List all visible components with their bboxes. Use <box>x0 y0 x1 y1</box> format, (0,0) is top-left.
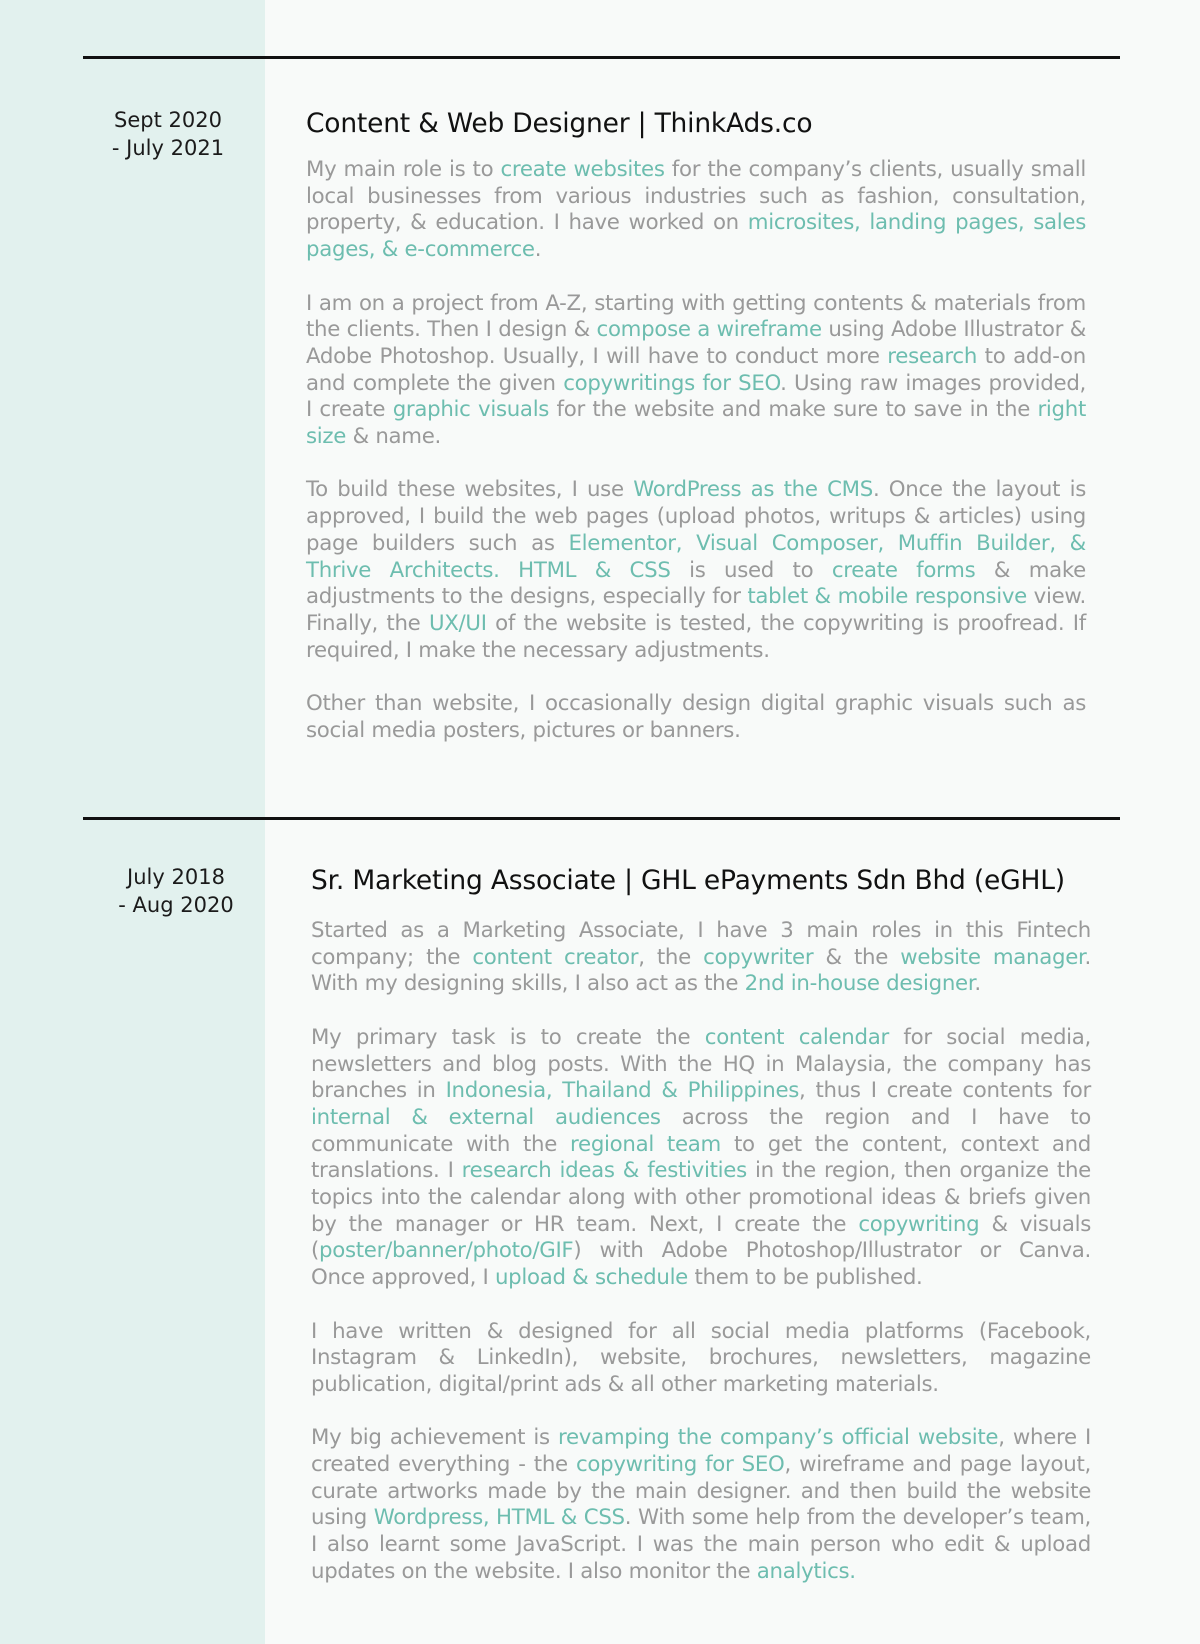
paragraph-text: . <box>974 971 981 997</box>
job-description <box>311 918 1091 1612</box>
paragraph-text: for the website and make sure to save in the <box>549 397 1038 423</box>
description-paragraph <box>311 918 1091 998</box>
paragraph-text: Started as a Marketing Associate, I have 3 main roles in this Fintech company; the <box>311 918 1091 970</box>
paragraph-text: To build these websites, I use <box>306 477 634 503</box>
paragraph-text: for social media, newsletters and blog posts. With the HQ in Malaysia, the company has branches in <box>311 1024 1092 1104</box>
paragraph-text: My primary task is to create the <box>311 1024 705 1050</box>
highlighted-keyword: upload & schedule <box>494 1265 688 1291</box>
highlighted-keyword: create forms <box>831 557 976 583</box>
paragraph-text: for the company’s clients, usually small local businesses from various industries such as fashion, consultation, property, & education. I have worked on <box>306 157 1086 236</box>
paragraph-text: , the <box>638 944 704 970</box>
highlighted-keyword: copywriting <box>858 1211 980 1237</box>
highlighted-keyword: revamping the company’s official website <box>558 1425 999 1451</box>
highlighted-keyword: create websites <box>500 157 665 182</box>
highlighted-keyword: research ideas & festivities <box>461 1158 747 1184</box>
paragraph-text: I am on a project from A-Z, starting with getting contents & materials from the clients. Then I design & <box>306 290 1086 343</box>
highlighted-keyword: copywritings for SEO <box>563 370 781 396</box>
paragraph-text: . Using raw images provided, I create <box>306 370 1087 423</box>
job-date: July 2018 - Aug 2020 <box>118 865 234 917</box>
paragraph-text: . With some help from the developer’s team, I also learnt some JavaScript. I was the main person who edit & upload updates on the website. I also monitor the <box>311 1505 1091 1584</box>
highlighted-keyword: right size <box>306 397 1086 450</box>
paragraph-text: , thus I create contents for <box>799 1078 1091 1104</box>
highlighted-keyword: WordPress as the CMS <box>633 477 873 503</box>
paragraph-text: them to be published. <box>688 1265 923 1291</box>
paragraph-text: across the region and I have to communicate with the <box>311 1104 1091 1157</box>
paragraph-text: is used to <box>670 557 832 583</box>
paragraph-text: to add-on and complete the given <box>306 343 1086 396</box>
description-paragraph <box>306 291 1086 451</box>
section-divider <box>83 817 1120 820</box>
job-date: Sept 2020 - July 2021 <box>111 108 225 160</box>
description-paragraph <box>306 157 1086 264</box>
paragraph-text: I have written & designed for all social media platforms (Facebook, Instagram & LinkedIn), website, brochures, newsletters, magazine publication, digital/print ads & all other marketing materials. <box>311 1318 1091 1397</box>
highlighted-keyword: copywriter <box>703 944 814 970</box>
paragraph-text: . <box>534 237 542 263</box>
description-paragraph <box>306 477 1086 664</box>
paragraph-text: & the <box>813 944 901 970</box>
paragraph-text: Other than website, I occasionally design digital graphic visuals such as social media posters, pictures or banners. <box>306 691 1086 743</box>
job-title: Content & Web Designer | ThinkAds.co <box>306 108 813 139</box>
paragraph-text: My big achievement is <box>311 1425 558 1451</box>
paragraph-text: in the region, then organize the topics into the calendar along with other promotional ideas & briefs given by the manager or HR team. Next, I create the <box>311 1158 1091 1237</box>
highlighted-keyword: 2nd in-house designer <box>744 971 975 997</box>
highlighted-keyword: poster/banner/photo/GIF <box>319 1238 574 1264</box>
paragraph-text: , where I created everything - the <box>311 1425 1091 1478</box>
highlighted-keyword: microsites, landing pages, sales pages, & e-commerce <box>306 210 1087 263</box>
highlighted-keyword: research <box>887 343 978 369</box>
highlighted-keyword: content calendar <box>704 1024 889 1050</box>
highlighted-keyword: copywriting for SEO <box>576 1452 785 1478</box>
job-title: Sr. Marketing Associate | GHL ePayments Sdn Bhd (eGHL) <box>311 865 1065 896</box>
paragraph-text: , wireframe and page layout, curate artworks made by the main designer. and then build the website using <box>311 1452 1091 1531</box>
paragraph-text: view. Finally, the <box>306 584 1087 636</box>
paragraph-text: . Once the layout is approved, I build the web pages (upload photos, writups & articles) using page builders such as <box>306 477 1086 556</box>
highlighted-keyword: compose a wireframe <box>596 317 822 343</box>
highlighted-keyword: Wordpress, HTML & CSS <box>373 1505 625 1531</box>
paragraph-text: ) with Adobe Photoshop/Illustrator or Canva. Once approved, I <box>311 1238 1091 1291</box>
highlighted-keyword: analytics. <box>756 1558 856 1584</box>
description-paragraph <box>306 691 1086 744</box>
paragraph-text: to get the content, context and translations. I <box>311 1131 1091 1184</box>
highlighted-keyword: graphic visuals <box>392 397 550 423</box>
highlighted-keyword: internal & external audiences <box>311 1104 661 1130</box>
highlighted-keyword: Elementor, Visual Composer, Muffin Builder, & Thrive Architects. HTML & CSS <box>306 530 1086 583</box>
description-paragraph <box>311 1319 1091 1399</box>
paragraph-text: . With my designing skills, I also act as the <box>311 944 1092 997</box>
highlighted-keyword: content creator <box>472 944 639 970</box>
paragraph-text: My main role is to <box>306 157 501 182</box>
highlighted-keyword: tablet & mobile responsive <box>747 584 1027 610</box>
paragraph-text: & make adjustments to the designs, especially for <box>306 557 1086 610</box>
highlighted-keyword: Indonesia, Thailand & Philippines <box>445 1078 800 1104</box>
paragraph-text: & visuals ( <box>311 1211 1092 1264</box>
paragraph-text: & name. <box>346 424 442 450</box>
description-paragraph <box>311 1425 1091 1585</box>
paragraph-text: of the website is tested, the copywriting is proofread. If required, I make the necessary adjustments. <box>306 610 1086 663</box>
highlighted-keyword: UX/UI <box>428 610 487 636</box>
paragraph-text: using Adobe Illustrator & Adobe Photoshop. Usually, I will have to conduct more <box>306 317 1087 369</box>
job-description <box>306 157 1086 771</box>
highlighted-keyword: regional team <box>570 1131 721 1157</box>
description-paragraph <box>311 1025 1091 1292</box>
highlighted-keyword: website manager <box>900 944 1085 970</box>
timeline-sidebar <box>0 0 265 1644</box>
section-divider <box>83 56 1120 59</box>
